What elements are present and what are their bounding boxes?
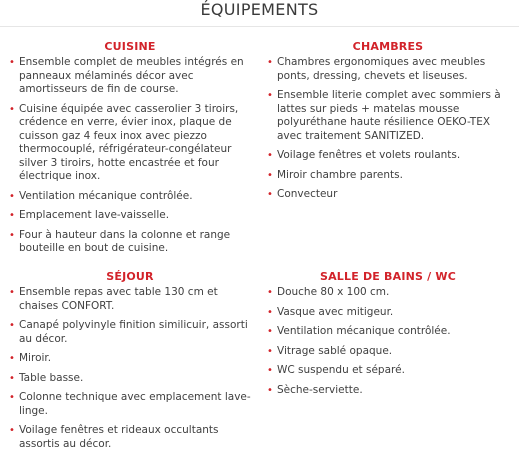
list-item [5,424,255,451]
bullet-icon: • [267,189,273,200]
list-item-text: Voilage fenêtres et rideaux occultants assortis au décor. [19,424,219,450]
bullet-icon: • [9,372,15,384]
list-item [5,229,255,256]
section-title: CHAMBRES [352,40,424,53]
bullet-icon: • [267,287,273,298]
list-item-text: Four à hauteur dans la colonne et range bouteille en bout de cuisine. [19,228,231,254]
list-item [5,319,255,346]
section-chambres [263,40,513,208]
list-item [263,56,513,83]
list-item-text: Miroir chambre parents. [277,168,403,181]
list-item-text: Emplacement lave-vaisselle. [19,209,170,221]
section-title: CUISINE [104,40,156,53]
list-item [5,352,255,366]
bullet-icon: • [9,190,15,202]
list-item-text: Douche 80 x 100 cm. [277,286,390,298]
bullet-icon: • [267,345,273,357]
list-item-text: Colonne technique avec emplacement lave-linge. [19,391,251,417]
list-item [263,345,513,359]
bullet-icon: • [267,365,273,376]
bullet-icon: • [267,150,273,161]
list-item-text: WC suspendu et séparé. [277,364,405,376]
bullet-icon: • [267,326,273,337]
list-item [5,190,255,204]
list-item [5,372,255,386]
list-item-text: Ventilation mécanique contrôlée. [19,189,193,202]
section-title: SÉJOUR [106,270,154,283]
list-item-text: Ensemble literie complet avec sommiers à lattes sur pieds + matelas mousse polyuréthane haute résilience OEKO-TEX avec traitement SANITIZED. [277,89,501,142]
list-item-text: Ventilation mécanique contrôlée. [277,325,451,337]
list-item [263,169,513,183]
list-item [263,149,513,163]
list-item-text: Table basse. [19,371,84,384]
list-item [5,103,255,184]
title-divider [0,26,519,27]
list-item-text: Miroir. [19,352,52,364]
list-item-text: Canapé polyvinyle finition similicuir, assorti au décor. [19,319,248,345]
bullet-icon: • [267,384,273,396]
equipment-list [5,56,255,256]
list-item [5,209,255,223]
list-item-text: Ensemble complet de meubles intégrés en panneaux mélaminés décor avec amortisseurs de fin de course. [19,56,244,95]
list-item-text: Cuisine équipée avec casserolier 3 tiroirs, crédence en verre, évier inox, plaque de cuisson gaz 4 feux inox avec piezzo thermocouplé, réfrigérateur-congélateur silver 3 tiroirs, hotte encastrée et four électrique inox. [19,102,239,182]
list-item-text: Convecteur [277,188,338,200]
bullet-icon: • [9,320,15,331]
list-item-text: Vasque avec mitigeur. [277,305,394,318]
list-item [263,306,513,320]
bullet-icon: • [267,169,273,181]
bullet-icon: • [9,229,15,241]
list-item-text: Vitrage sablé opaque. [277,344,393,357]
bullet-icon: • [9,103,15,115]
bullet-icon: • [9,425,15,436]
bullet-icon: • [9,57,15,68]
bullet-icon: • [267,57,273,68]
list-item [5,286,255,313]
list-item [263,188,513,202]
bullet-icon: • [9,210,15,221]
section-salle-de-bains [263,270,513,403]
list-item [263,364,513,378]
bullet-icon: • [9,353,15,364]
bullet-icon: • [9,392,15,403]
equipment-list [263,56,513,202]
bullet-icon: • [9,287,15,298]
section-cuisine [5,40,255,262]
bullet-icon: • [267,306,273,318]
list-item-text: Voilage fenêtres et volets roulants. [277,149,461,161]
list-item [263,384,513,398]
list-item [5,56,255,97]
list-item [5,391,255,418]
bullet-icon: • [267,90,273,101]
section-title: SALLE DE BAINS / WC [319,270,457,283]
list-item [263,286,513,300]
list-item [263,325,513,339]
page-title: ÉQUIPEMENTS [200,0,319,19]
equipment-list [5,286,255,451]
list-item-text: Ensemble repas avec table 130 cm et chaises CONFORT. [19,286,218,312]
section-sejour [5,270,255,457]
list-item-text: Sèche-serviette. [277,383,363,396]
equipment-list [263,286,513,397]
list-item-text: Chambres ergonomiques avec meubles ponts, dressing, chevets et liseuses. [277,56,486,82]
list-item [263,89,513,143]
